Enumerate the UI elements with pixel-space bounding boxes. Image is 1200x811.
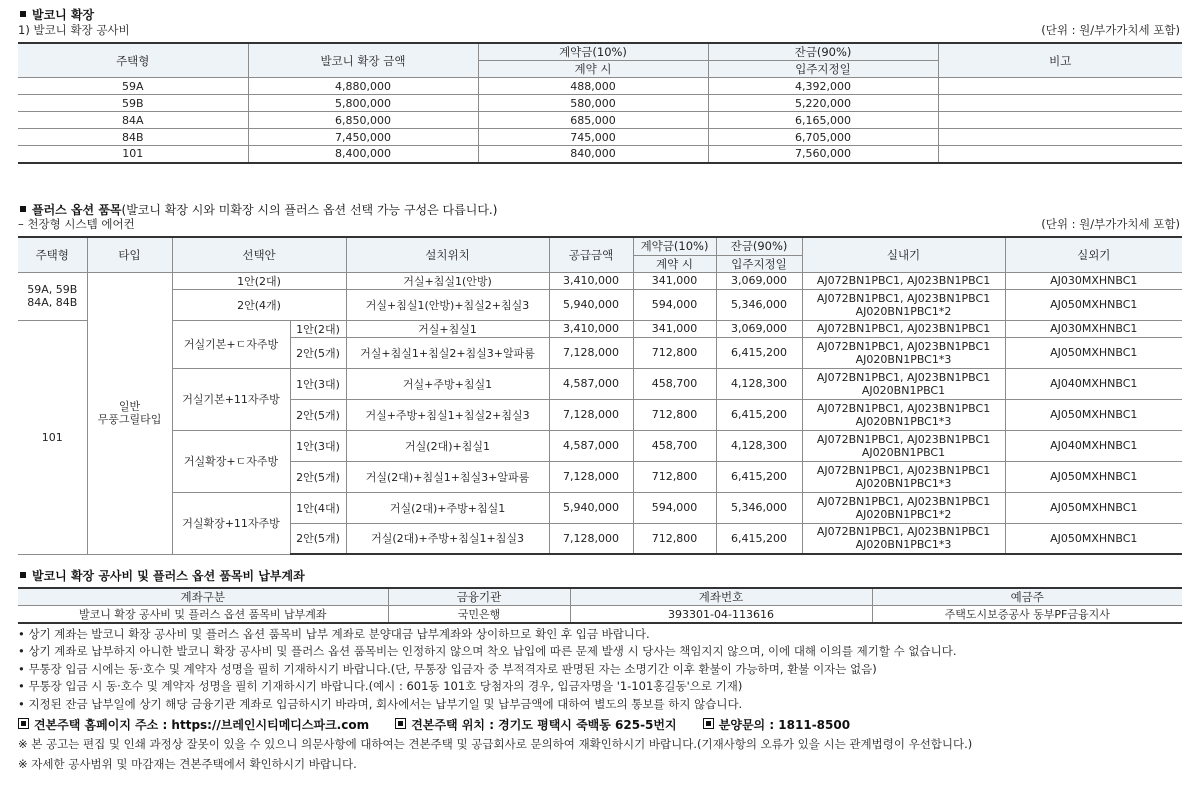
cell-outdoor: AJ040MXHNBC1 [1005,368,1182,399]
contact-homepage: 견본주택 홈페이지 주소 : https://브레인시티메디스파크.com [18,718,369,732]
unit-note-2: (단위 : 원/부가가치세 포함) [1041,217,1180,231]
cell-remark [938,129,1182,146]
header-location: 설치위치 [346,237,549,272]
note-item: • 무통장 입금 시 동·호수 및 계약자 성명을 필히 기재하시기 바랍니다.(예시 : 601동 101호 당첨자의 경우, 입금자명을 '1-101홍길동'으로 기재) [18,679,743,694]
cell-location: 거실(2대)+주방+침실1+침실3 [346,523,549,554]
table-row [18,272,1182,289]
cell-balance: 6,415,200 [716,399,802,430]
cell-outdoor: AJ050MXHNBC1 [1005,399,1182,430]
cell-location: 거실+주방+침실1+침실2+침실3 [346,399,549,430]
cell-balance: 4,128,300 [716,430,802,461]
cell-option: 1안(4대) [290,492,346,523]
header-account: 계좌번호 [570,588,872,606]
square-bullet-icon [20,206,26,212]
kind-line: 무풍그릴타입 [97,413,162,426]
indoor-model: AJ072BN1PBC1, AJ023BN1PBC1 [816,370,991,384]
header-outdoor: 실외기 [1005,237,1182,272]
cell-location: 거실+주방+침실1 [346,368,549,399]
header-balance-sub: 입주지정일 [708,61,938,78]
cell-price: 3,410,000 [549,320,633,337]
cell-deposit: 594,000 [633,492,716,523]
contact-inquiry: 분양문의 : 1811-8500 [703,718,850,732]
header-balance-sub: 입주지정일 [716,255,802,272]
cell-indoor [802,399,1005,430]
disclaimer: ※ 자세한 공사범위 및 마감재는 견본주택에서 확인하시기 바랍니다. [18,757,357,771]
account-table [18,587,1182,624]
cell-deposit: 458,700 [633,368,716,399]
cell-indoor [802,337,1005,368]
plus-option-table [18,236,1182,555]
cell-balance: 3,069,000 [716,272,802,289]
indoor-model: AJ072BN1PBC1, AJ023BN1PBC1 [816,339,991,353]
cell-option: 1안(2대) [290,320,346,337]
cell-deposit: 712,800 [633,337,716,368]
cell-type: 59B [18,95,248,112]
contact-location: 견본주택 위치 : 경기도 평택시 죽백동 625-5번지 [395,718,676,732]
cell-price: 7,128,000 [549,461,633,492]
header-deposit: 계약금(10%) [478,43,708,61]
cell-option: 2안(4개) [172,289,346,320]
indoor-model: AJ020BN1PBC1*3 [855,476,952,490]
account-number: 393301-04-113616 [570,606,872,624]
cell-deposit: 594,000 [633,289,716,320]
cell-amount: 7,450,000 [248,129,478,146]
cell-amount: 5,800,000 [248,95,478,112]
cell-type-group: 101 [18,320,87,554]
note-item: • 무통장 입금 시에는 동·호수 및 계약자 성명을 필히 기재하시기 바랍니다.(단, 무통장 입금자 중 부적격자로 판명된 자는 소명기간 이후 환불이 가능하며, 환불 이자는 없음) [18,661,877,676]
cell-type: 84A [18,112,248,129]
cell-balance: 5,220,000 [708,95,938,112]
unit-note-1: (단위 : 원/부가가치세 포함) [1041,23,1180,37]
cell-balance: 6,165,000 [708,112,938,129]
cell-remark [938,95,1182,112]
cell-balance: 5,346,000 [716,492,802,523]
square-bullet-icon [20,572,26,578]
boxed-square-icon [703,718,714,729]
note-item: • 상기 계좌로 납부하지 아니한 발코니 확장 공사비 및 플러스 옵션 품목비는 인정하지 않으며 착오 납입에 따른 문제 발생 시 당사는 책임지지 않으며, 이에 대해 이의를 제기할 수 없습니다. [18,644,957,659]
table-row [18,112,1182,129]
cell-amount: 4,880,000 [248,78,478,95]
cell-deposit: 840,000 [478,146,708,163]
cell-deposit: 488,000 [478,78,708,95]
kind-line: 일반 [118,400,141,413]
cell-amount: 6,850,000 [248,112,478,129]
cell-indoor [802,461,1005,492]
cell-deposit: 341,000 [633,320,716,337]
cell-location: 거실(2대)+침실1 [346,430,549,461]
type-line: 59A, 59B [27,283,78,296]
table-row [18,146,1182,163]
indoor-model: AJ072BN1PBC1, AJ023BN1PBC1 [816,494,991,508]
cell-layout: 거실기본+ㄷ자주방 [172,320,290,368]
cell-outdoor: AJ030MXHNBC1 [1005,320,1182,337]
cell-type: 59A [18,78,248,95]
cell-option: 2안(5개) [290,461,346,492]
cell-outdoor: AJ050MXHNBC1 [1005,523,1182,554]
cell-location: 거실(2대)+침실1+침실3+알파룸 [346,461,549,492]
cell-balance: 5,346,000 [716,289,802,320]
cell-outdoor: AJ050MXHNBC1 [1005,461,1182,492]
cell-location: 거실(2대)+주방+침실1 [346,492,549,523]
indoor-model: AJ072BN1PBC1, AJ023BN1PBC1 [816,291,991,305]
cell-type: 101 [18,146,248,163]
cell-outdoor: AJ050MXHNBC1 [1005,492,1182,523]
header-deposit: 계약금(10%) [633,237,716,255]
cell-remark [938,112,1182,129]
cell-price: 4,587,000 [549,430,633,461]
table-row [18,78,1182,95]
cell-layout: 거실확장+11자주방 [172,492,290,554]
indoor-model: AJ072BN1PBC1, AJ023BN1PBC1 [816,525,991,539]
cell-balance: 4,392,000 [708,78,938,95]
indoor-model: AJ072BN1PBC1, AJ023BN1PBC1 [816,432,991,446]
cell-deposit: 580,000 [478,95,708,112]
cell-outdoor: AJ030MXHNBC1 [1005,272,1182,289]
header-deposit-sub: 계약 시 [633,255,716,272]
cell-type: 84B [18,129,248,146]
cell-deposit: 712,800 [633,461,716,492]
indoor-model: AJ072BN1PBC1, AJ023BN1PBC1 [816,401,991,415]
header-indoor: 실내기 [802,237,1005,272]
cell-outdoor: AJ040MXHNBC1 [1005,430,1182,461]
cell-outdoor: AJ050MXHNBC1 [1005,337,1182,368]
cell-layout: 거실기본+11자주방 [172,368,290,430]
balcony-cost-table [18,42,1182,164]
cell-outdoor: AJ050MXHNBC1 [1005,289,1182,320]
cell-indoor [802,523,1005,554]
indoor-model: AJ072BN1PBC1, AJ023BN1PBC1 [816,463,991,477]
section-balcony-subtitle: 1) 발코니 확장 공사비 [18,23,130,37]
cell-option: 1안(2대) [172,272,346,289]
cell-indoor [802,272,1005,289]
table-row [18,95,1182,112]
cell-deposit: 685,000 [478,112,708,129]
cell-indoor [802,368,1005,399]
table-row [18,430,1182,461]
header-deposit-sub: 계약 시 [478,61,708,78]
cell-remark [938,146,1182,163]
cell-option: 2안(5개) [290,399,346,430]
cell-option: 2안(5개) [290,337,346,368]
table-row [18,492,1182,523]
cell-price: 3,410,000 [549,272,633,289]
cell-deposit: 341,000 [633,272,716,289]
cell-remark [938,78,1182,95]
cell-indoor [802,430,1005,461]
indoor-model: AJ020BN1PBC1 [861,383,946,397]
cell-price: 5,940,000 [549,492,633,523]
cell-balance: 4,128,300 [716,368,802,399]
section-balcony-title: 발코니 확장 [20,6,94,23]
indoor-model: AJ020BN1PBC1*3 [855,352,952,366]
cell-deposit: 712,800 [633,399,716,430]
cell-balance: 6,415,200 [716,461,802,492]
cell-indoor [802,320,1005,337]
table-row [18,289,1182,320]
notes-list [18,626,957,713]
section-plus-option-title: 플러스 옵션 품목(발코니 확장 시와 미확장 시의 플러스 옵션 선택 가능 구성은 다릅니다.) [20,201,497,218]
header-option: 선택안 [172,237,346,272]
indoor-model: AJ020BN1PBC1*2 [855,507,952,521]
header-price: 공급금액 [549,237,633,272]
indoor-model: AJ020BN1PBC1*2 [855,304,952,318]
indoor-model: AJ020BN1PBC1*3 [855,414,952,428]
table-row [18,368,1182,399]
section-plus-option-subtitle: – 천장형 시스템 에어컨 [18,217,135,231]
cell-location: 거실+침실1(안방)+침실2+침실3 [346,289,549,320]
cell-price: 7,128,000 [549,399,633,430]
section-account-title: 발코니 확장 공사비 및 플러스 옵션 품목비 납부계좌 [20,567,305,584]
account-holder: 주택도시보증공사 동부PF금융지사 [872,606,1182,624]
cell-price: 7,128,000 [549,523,633,554]
cell-type-group [18,272,87,320]
cell-balance: 7,560,000 [708,146,938,163]
cell-location: 거실+침실1 [346,320,549,337]
header-balance: 잔금(90%) [716,237,802,255]
header-category: 계좌구분 [18,588,388,606]
cell-indoor [802,289,1005,320]
header-remark: 비고 [938,43,1182,78]
account-bank: 국민은행 [388,606,570,624]
header-kind: 타입 [87,237,172,272]
cell-indoor [802,492,1005,523]
indoor-model: AJ020BN1PBC1*3 [855,538,952,552]
cell-balance: 3,069,000 [716,320,802,337]
note-item: • 지정된 잔금 납부일에 상기 해당 금융기관 계좌로 입금하시기 바라며, 회사에서는 납부기일 및 납부금액에 대하여 별도의 통보를 하지 않습니다. [18,696,743,711]
header-type: 주택형 [18,43,248,78]
cell-deposit: 745,000 [478,129,708,146]
header-bank: 금융기관 [388,588,570,606]
indoor-model: AJ072BN1PBC1, AJ023BN1PBC1 [816,274,991,287]
contact-info [18,716,872,733]
cell-option: 2안(5개) [290,523,346,554]
indoor-model: AJ072BN1PBC1, AJ023BN1PBC1 [816,322,991,335]
account-category: 발코니 확장 공사비 및 플러스 옵션 품목비 납부계좌 [18,606,388,624]
cell-balance: 6,705,000 [708,129,938,146]
cell-price: 7,128,000 [549,337,633,368]
boxed-square-icon [18,718,29,729]
cell-option: 1안(3대) [290,430,346,461]
square-bullet-icon [20,11,26,17]
cell-balance: 6,415,200 [716,337,802,368]
boxed-square-icon [395,718,406,729]
table-row [18,129,1182,146]
table-row [18,320,1182,337]
header-type: 주택형 [18,237,87,272]
cell-balance: 6,415,200 [716,523,802,554]
disclaimer: ※ 본 공고는 편집 및 인쇄 과정상 잘못이 있을 수 있으니 의문사항에 대하여는 견본주택 및 공급회사로 문의하여 재확인하시기 바랍니다.(기재사항의 오류가 있을 시는 관계법령이 우선합니다.) [18,737,973,751]
header-holder: 예금주 [872,588,1182,606]
indoor-model: AJ020BN1PBC1 [861,445,946,459]
cell-layout: 거실확장+ㄷ자주방 [172,430,290,492]
cell-option: 1안(3대) [290,368,346,399]
cell-kind [87,272,172,554]
cell-deposit: 458,700 [633,430,716,461]
type-line: 84A, 84B [27,296,78,309]
cell-amount: 8,400,000 [248,146,478,163]
cell-price: 5,940,000 [549,289,633,320]
cell-location: 거실+침실1+침실2+침실3+알파룸 [346,337,549,368]
cell-location: 거실+침실1(안방) [346,272,549,289]
cell-price: 4,587,000 [549,368,633,399]
cell-deposit: 712,800 [633,523,716,554]
header-balance: 잔금(90%) [708,43,938,61]
note-item: • 상기 계좌는 발코니 확장 공사비 및 플러스 옵션 품목비 납부 계좌로 분양대금 납부계좌와 상이하므로 확인 후 입금 바랍니다. [18,627,650,641]
header-amount: 발코니 확장 금액 [248,43,478,78]
